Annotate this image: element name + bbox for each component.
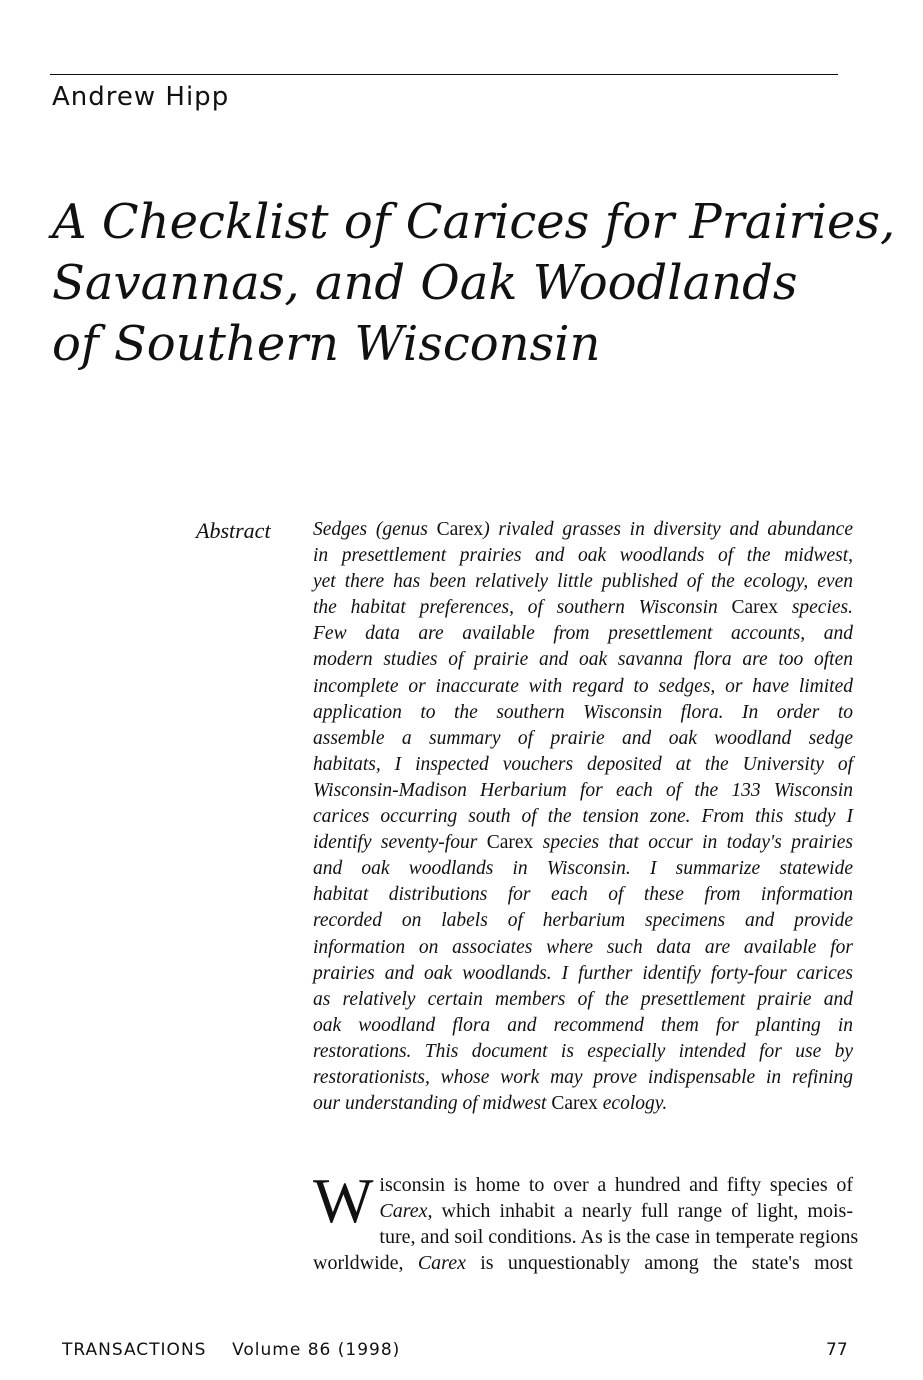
text-line: [313, 830, 853, 856]
genus-name: Carex: [486, 832, 534, 854]
text-line: [313, 804, 853, 830]
genus-name: Carex,: [379, 1200, 433, 1222]
genus-name: Carex: [417, 1252, 466, 1274]
drop-cap: W: [313, 1165, 374, 1236]
text-segment: isconsin is home to over a hundred and fifty species of: [379, 1174, 853, 1196]
text-line: [313, 935, 853, 961]
text-segment: ecology.: [597, 1093, 668, 1115]
text-line: [313, 908, 853, 934]
text-segment: in presettlement prairies and oak woodlands of the midwest,: [313, 545, 853, 567]
page-number: 77: [826, 1340, 848, 1360]
text-line: [313, 647, 853, 673]
text-segment: as relatively certain members of the presettlement prairie and: [313, 988, 853, 1010]
article-title: [52, 192, 896, 375]
text-segment: habitats, I inspected vouchers deposited at the University of: [313, 753, 853, 775]
text-segment: Wisconsin-Madison Herbarium for each of the 133 Wisconsin: [313, 779, 853, 801]
text-line: [313, 569, 853, 595]
text-segment: recorded on labels of herbarium specimens and provide: [313, 910, 853, 932]
text-segment: habitat distributions for each of these from information: [313, 884, 853, 906]
genus-name: Carex: [731, 597, 779, 619]
text-segment: our understanding of midwest: [313, 1093, 552, 1115]
text-line: [313, 543, 853, 569]
journal-name: TRANSACTIONS: [62, 1340, 207, 1360]
text-segment: assemble a summary of prairie and oak woodland sedge: [313, 727, 853, 749]
text-segment: and oak woodlands in Wisconsin. I summarize statewide: [313, 858, 853, 880]
text-line: [313, 882, 853, 908]
genus-name: Carex: [551, 1093, 598, 1115]
text-segment: restorations. This document is especially intended for use by: [313, 1040, 853, 1062]
text-line: [313, 752, 853, 778]
text-line: [313, 856, 853, 882]
text-segment: is unquestionably among the state's most: [465, 1252, 853, 1274]
genus-name: Carex: [436, 519, 484, 540]
text-segment: oak woodland flora and recommend them for planting in: [313, 1014, 853, 1036]
text-segment: yet there has been relatively little published of the ecology, even: [313, 571, 853, 593]
text-segment: Few data are available from presettlement accounts, and: [313, 623, 853, 645]
text-line: [313, 1224, 859, 1250]
text-segment: incomplete or inaccurate with regard to sedges, or have limited: [313, 675, 853, 697]
text-line: [313, 621, 853, 647]
footer-journal: [62, 1340, 400, 1360]
header-rule: [50, 74, 838, 75]
text-line: [313, 987, 853, 1013]
body-text: [313, 1165, 859, 1276]
text-segment: identify seventy-four: [313, 832, 487, 854]
text-segment: species.: [778, 597, 854, 619]
text-line: [313, 1065, 853, 1091]
text-segment: species that occur in today's prairies: [533, 832, 853, 854]
text-segment: which inhabit a nearly full range of light, mois-: [432, 1200, 853, 1222]
text-line: [313, 778, 853, 804]
text-line: [313, 1198, 853, 1224]
text-line: [313, 1039, 853, 1065]
text-line: [313, 517, 853, 543]
text-segment: the habitat preferences, of southern Wisconsin: [313, 597, 732, 619]
text-segment: worldwide,: [313, 1252, 418, 1274]
text-line: [313, 1172, 853, 1198]
text-segment: information on associates where such data are available for: [313, 936, 853, 958]
title-line: of Southern Wisconsin: [52, 316, 601, 372]
text-segment: carices occurring south of the tension zone. From this study I: [313, 806, 853, 828]
title-line: Savannas, and Oak Woodlands: [52, 255, 798, 311]
text-line: [313, 674, 853, 700]
text-segment: prairies and oak woodlands. I further identify forty-four carices: [313, 962, 853, 984]
text-segment: ) rivaled grasses in diversity and abundance: [483, 519, 853, 540]
text-line: [313, 726, 853, 752]
text-segment: application to the southern Wisconsin flora. In order to: [313, 701, 853, 723]
abstract-label: Abstract: [196, 518, 271, 543]
text-segment: restorationists, whose work may prove indispensable in refining: [313, 1066, 853, 1088]
text-line: [313, 1013, 853, 1039]
author-name: Andrew Hipp: [52, 82, 230, 112]
text-line: [313, 1091, 853, 1117]
text-line: [313, 700, 853, 726]
journal-volume: Volume 86 (1998): [232, 1340, 401, 1360]
abstract-text: [313, 517, 853, 1117]
text-line: [313, 1250, 853, 1276]
text-segment: ture, and soil conditions. As is the case in temperate regions: [379, 1226, 859, 1248]
title-line: A Checklist of Carices for Prairies,: [52, 194, 896, 250]
text-segment: modern studies of prairie and oak savanna flora are too often: [313, 649, 853, 671]
text-segment: Sedges (genus: [313, 519, 437, 540]
text-line: [313, 961, 853, 987]
text-line: [313, 595, 853, 621]
